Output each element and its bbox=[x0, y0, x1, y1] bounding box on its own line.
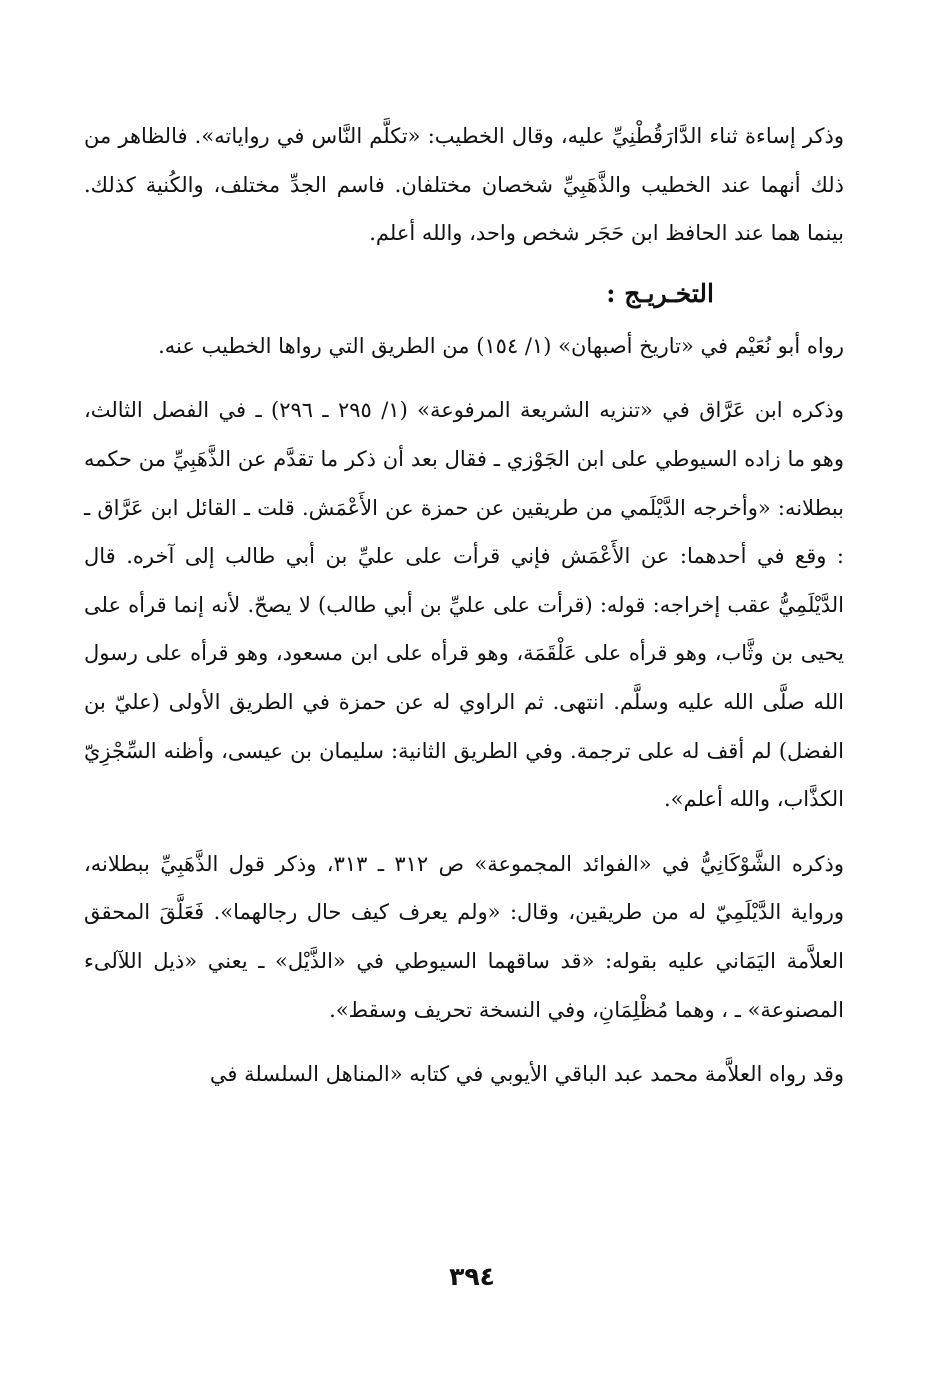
paragraph-1: وذكر إساءة ثناء الدَّارَقُطْنِيِّ عليه، وقال الخطيب: «تكلَّم النَّاس في رواياته». فالظاهر من ذلك أنهما عند الخطيب والذَّهَبِيِّ شخصان مختلفان. فاسم الجدِّ مختلف، والكُنية كذلك. بينما هما عند الحافظ ابن حَجَر شخص واحد، والله أعلم. bbox=[84, 124, 844, 246]
main-text bbox=[84, 112, 844, 1099]
page-number: ٣٩٤ bbox=[449, 1262, 495, 1291]
paragraph-5: وقد رواه العلاَّمة محمد عبد الباقي الأيوبي في كتابه «المناهل السلسلة في bbox=[209, 1062, 844, 1087]
paragraph-4: وذكره الشَّوْكَانِيُّ في «الفوائد المجموعة» ص ٣١٢ ـ ٣١٣، وذكر قول الذَّهَبِيِّ ببطلانه، ورواية الدَّيْلَمِيّ له من طريقين، وقال: «ولم يعرف كيف حال رجالهما». فَعَلَّقَ المحقق العلاَّمة اليَمَاني عليه بقوله: «قد ساقهما السيوطي في «الذَّيْل» ـ يعني «ذيل اللآلىء المصنوعة» ـ ، وهما مُظْلِمَانِ، وفي النسخة تحريف وسقط». bbox=[84, 851, 844, 1022]
paragraph-3: وذكره ابن عَرَّاق في «تنزيه الشريعة المرفوعة» (١/ ٢٩٥ ـ ٢٩٦) ـ في الفصل الثالث، وهو ما زاده السيوطي على ابن الجَوْزي ـ فقال بعد أن ذكر ما تقدَّم عن الذَّهَبِيِّ من حكمه ببطلانه: «وأخرجه الدَّيْلَمي من طريقين عن حمزة عن الأَعْمَش. قلت ـ القائل ابن عَرَّاق ـ : وقع في أحدهما: عن الأَعْمَش فإني قرأت على عليِّ بن أبي طالب إلى آخره. قال الدَّيْلَمِيُّ عقب إخراجه: قوله: (قرأت على عليِّ بن أبي طالب) لا يصحّ. لأنه إنما قرأه على يحيى بن وثَّاب، وهو قرأه على عَلْقَمَة، وهو قرأه على ابن مسعود، وهو قرأه على رسول الله صلَّى الله عليه وسلَّم. انتهى. ثم الراوي له عن حمزة في الطريق الأولى (عليّ بن الفضل) لم أقف له على ترجمة. وفي الطريق الثانية: سليمان بن عيسى، وأظنه السِّجْزِيّ الكذَّاب، والله أعلم». bbox=[84, 398, 844, 812]
paragraph-2: رواه أبو نُعَيْم في «تاريخ أصبهان» (١/ ١٥٤) من الطريق التي رواها الخطيب عنه. bbox=[158, 333, 844, 358]
section-heading: التخـريـج : bbox=[606, 278, 714, 308]
